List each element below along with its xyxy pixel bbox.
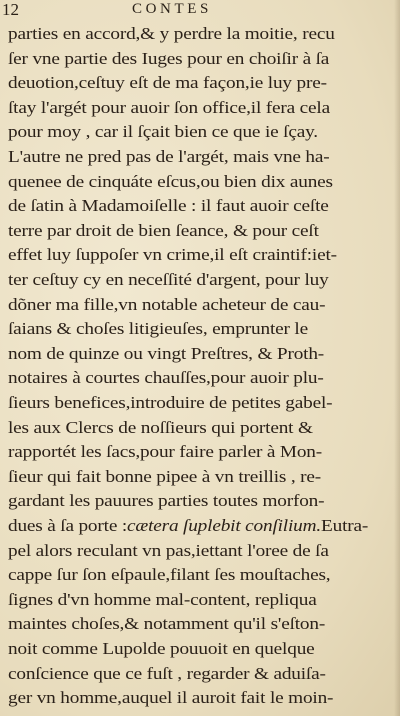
page-header	[0, 0, 400, 22]
text-line-26: noit comme Lupolde pouuoit en quelque	[8, 639, 315, 658]
text-line-3: deuotion,ceſtuy eſt de ma façon,ie luy pre-	[8, 73, 327, 93]
text-line-19: ſieur qui fait bonne pipee à vn treillis , re-	[8, 466, 322, 486]
text-line-25: maintes choſes,& notamment qu'il s'eſton-	[8, 614, 326, 634]
text-line-24: ſignes d'vn homme mal-content, repliqua	[8, 589, 317, 609]
text-line-20: gardant les pauures parties toutes morfon-	[8, 491, 325, 511]
text-line-2: ſer vne partie des Iuges pour en choiſir à ſa	[8, 48, 330, 68]
text-line-21	[8, 514, 368, 538]
text-line-18: rapportét les ſacs,pour faire parler à Mon-	[8, 442, 323, 462]
text-line-10: effet luy ſuppoſer vn crime,il eſt craintif:iet-	[8, 245, 337, 265]
text-line-14: nom de quinze ou vingt Preſtres, & Proth-	[8, 343, 325, 363]
text-line-1: parties en accord,& y perdre la moitie, recu	[8, 24, 335, 43]
text-line-21-start: dues à ſa porte :	[8, 516, 128, 535]
text-line-6: L'autre ne pred pas de l'argét, mais vne ha-	[8, 147, 330, 166]
page-edge-shadow	[394, 0, 400, 716]
page-number: 12	[2, 0, 19, 19]
text-line-17: les aux Clercs de noſſieurs qui portent &	[8, 417, 313, 437]
text-line-15: notaires à courtes chauſſes,pour auoir plu-	[8, 368, 324, 388]
text-line-9: terre par droit de bien ſeance, & pour ceſt	[8, 220, 319, 240]
text-line-22: pel alors reculant vn pas,iettant l'oree de ſa	[8, 540, 329, 560]
text-line-21-end: Eutra-	[321, 516, 369, 535]
text-line-8: de ſatin à Madamoiſelle : il faut auoir ceſte	[8, 196, 329, 216]
text-line-13: ſaians & choſes litigieuſes, emprunter le	[8, 319, 308, 339]
text-line-12: dõner ma fille,vn notable acheteur de cau-	[8, 294, 326, 314]
text-line-11: ter ceſtuy cy en neceſſité d'argent, pour luy	[8, 270, 329, 289]
text-line-4: ſtay l'argét pour auoir ſon office,il fera cela	[8, 97, 330, 117]
text-line-16: ſieurs benefices,introduire de petites gabel-	[8, 393, 333, 412]
text-line-27: conſcience que ce fuſt , regarder & aduiſa-	[8, 663, 326, 683]
text-line-5: pour moy , car il ſçait bien ce que ie ſçay.	[8, 122, 318, 142]
latin-quotation: cætera ſuplebit conſilium.	[127, 516, 322, 535]
text-line-7: quenee de cinquáte eſcus,ou bien dix aunes	[8, 171, 333, 191]
running-title: CONTES	[132, 1, 212, 17]
text-line-23: cappe ſur ſon eſpaule,filant ſes mouſtaches,	[8, 565, 331, 585]
text-line-28: ger vn homme,auquel il auroit fait le moin-	[8, 688, 334, 708]
